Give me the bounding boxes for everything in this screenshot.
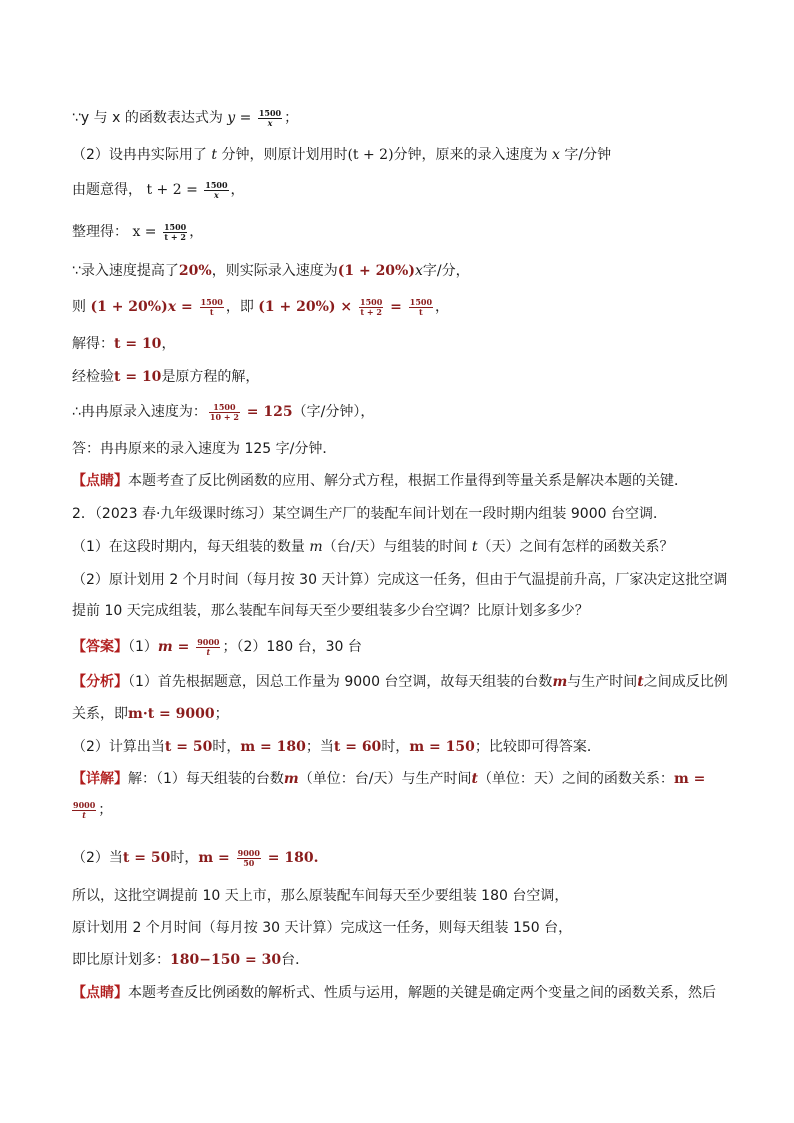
question-part-2: （2）原计划用 2 个月时间（每月按 30 天计算）完成这一任务，但由于气温提前升高，厂家决定这批空调 (72, 572, 728, 588)
analysis-line-1 (72, 672, 728, 692)
numerator: 1500 (200, 296, 223, 307)
text: （天）之间有怎样的函数关系？ (477, 539, 674, 555)
text: ， (230, 182, 245, 198)
math-var: t (637, 674, 644, 690)
text: 时， (212, 739, 241, 755)
fraction (200, 298, 224, 317)
math-op: = (176, 299, 198, 315)
question-title: 2．（2023 春·九年级课时练习）某空调生产厂的装配车间计划在一段时期内组装 9000 台空调． (72, 506, 667, 522)
text: ；比较即可得答案． (474, 739, 601, 755)
math-expr: 180−150 = 30 (170, 952, 282, 968)
text: 整理得： (72, 224, 133, 240)
text: ∴冉冉原录入速度为： (72, 404, 207, 420)
text: 时， (381, 739, 410, 755)
text: （1）首先根据题意，因总工作量为 9000 台空调，故每天组装的台数 (128, 674, 553, 690)
solution-line-1 (72, 108, 298, 128)
math-expr: (t + 2) (347, 147, 394, 163)
fraction (196, 638, 220, 657)
solution-line-4 (72, 222, 203, 242)
text: （2）当 (72, 850, 123, 866)
detail-tag: 【详解】 (72, 771, 128, 787)
math-op: = (385, 299, 407, 315)
math-var: m (283, 771, 299, 787)
numerator: 1500 (163, 221, 187, 232)
detail-line-3: 所以，这批空调提前 10 天上市，那么原装配车间每天至少要组装 180 台空调， (72, 888, 569, 904)
fraction (209, 403, 240, 422)
text: 本题考查反比例函数的解析式、性质与运用，解题的关键是确定两个变量之间的函数关系，然后 (128, 985, 716, 1001)
numerator: 1500 (409, 296, 433, 307)
math-expr: (1 + 20%) (90, 299, 168, 315)
text: 分钟，原来的录入速度为 (393, 147, 552, 163)
math-expr: t = 50 (122, 850, 171, 866)
fraction (204, 181, 228, 200)
fraction (163, 223, 187, 242)
math-expr: t = 10 (114, 336, 162, 352)
denominator: 10 + 2 (209, 411, 239, 422)
text: ； (284, 110, 299, 126)
math-var: m (309, 539, 323, 555)
text: （单位：台/天）与生产时间 (298, 771, 472, 787)
analysis-line-2 (72, 704, 229, 724)
text: 则 (72, 299, 91, 315)
math-expr: m = 180 (240, 739, 306, 755)
text: ； (98, 802, 113, 818)
text: 是原方程的解， (161, 369, 260, 385)
math-var: x (552, 147, 560, 163)
math-expr: = 125 (241, 404, 293, 420)
detail-line-2 (72, 848, 319, 868)
math-expr: m·t = 9000 (128, 706, 215, 722)
solution-line-8 (72, 367, 259, 387)
math-expr: t = 10 (114, 369, 162, 385)
text: 与生产时间 (567, 674, 638, 690)
text: （字/分钟）， (292, 404, 375, 420)
text: 即比原计划多： (72, 952, 170, 968)
text: （2）设冉冉实际用了 (72, 147, 212, 163)
text: ；当 (305, 739, 334, 755)
fraction (237, 849, 261, 868)
math-expr: m = (673, 771, 706, 787)
math-expr: 20% (178, 263, 212, 279)
numerator: 1500 (213, 401, 236, 412)
analysis-tag: 【分析】 (72, 674, 128, 690)
math-expr: t + 2 = (146, 182, 203, 198)
answer-line: 答：冉冉原来的录入速度为 125 字/分钟． (72, 441, 337, 457)
text: 本题考查了反比例函数的应用、解分式方程，根据工作量得到等量关系是解决本题的关键． (128, 473, 688, 489)
text: 解：（1）每天组装的台数 (128, 771, 284, 787)
math-expr: m = (198, 850, 235, 866)
numerator: 1500 (205, 179, 228, 190)
text: ， (189, 224, 204, 240)
text: 经检验 (72, 369, 114, 385)
text: 分钟，则原计划用时 (217, 147, 348, 163)
text: ，则实际录入速度为 (211, 263, 338, 279)
solution-line-5 (72, 261, 470, 281)
text: （1）在这段时期内，每天组装的数量 (72, 539, 310, 555)
math-expr: = 180 (262, 850, 314, 866)
detail-line-5 (72, 950, 309, 970)
text: ∵y 与 x 的函数表达式为 (72, 110, 228, 126)
math-var: t (471, 539, 478, 555)
math-expr: (1 + 20%) (337, 263, 415, 279)
text: ，即 (225, 299, 259, 315)
remark-line (72, 471, 688, 491)
numerator: 1500 (258, 107, 282, 118)
fraction (409, 298, 433, 317)
text: （台/天）与组装的时间 (322, 539, 472, 555)
text: 解得： (72, 336, 114, 352)
question-part-1 (72, 537, 673, 557)
detail-line-4: 原计划用 2 个月时间（每月按 30 天计算）完成这一任务，则每天组装 150 台， (72, 920, 573, 936)
math-var: y (227, 110, 236, 126)
numerator: 9000 (73, 799, 96, 810)
denominator: t + 2 (360, 306, 382, 317)
detail-line-1-cont (72, 800, 112, 820)
fraction (72, 801, 96, 820)
numerator: 9000 (237, 847, 260, 858)
math-expr: t = 50 (164, 739, 213, 755)
answer-summary (72, 637, 362, 657)
text: ， (435, 299, 450, 315)
denominator: 50 (237, 858, 261, 868)
solution-line-3 (72, 180, 245, 200)
text: 关系，即 (72, 706, 128, 722)
solution-line-7 (72, 334, 175, 354)
math-expr: t = 60 (333, 739, 382, 755)
solution-line-6 (72, 297, 449, 317)
math-var: m (552, 674, 568, 690)
math-op: = (235, 110, 256, 126)
text: ∵录入速度提高了 (72, 263, 179, 279)
fraction (359, 298, 383, 317)
question-part-2-cont: 提前 10 天完成组装，那么装配车间每天至少要组装多少台空调？比原计划多多少？ (72, 603, 589, 619)
math-var: x (414, 263, 423, 279)
denominator: t (72, 810, 96, 820)
text: 字/分钟 (559, 147, 612, 163)
math-expr: x = (132, 224, 161, 240)
text: ；（2）180 台，30 台 (222, 639, 362, 655)
remark-tag: 【点睛】 (72, 473, 128, 489)
remark-tag: 【点睛】 (72, 985, 128, 1001)
denominator: t (196, 647, 220, 657)
math-expr: (1 + 20%) × (258, 299, 358, 315)
text: 之间成反比例 (643, 674, 728, 690)
text: . (313, 850, 319, 866)
solution-line-9 (72, 402, 374, 422)
math-var: x (167, 299, 177, 315)
answer-tag: 【答案】 (72, 639, 128, 655)
denominator: t (200, 307, 224, 317)
numerator: 1500 (360, 296, 383, 307)
math-expr: m = 150 (409, 739, 475, 755)
text: ； (214, 706, 229, 722)
denominator: x (204, 190, 228, 200)
text: 字/分， (422, 263, 470, 279)
math-var: t (211, 147, 217, 163)
math-expr: m = (157, 639, 195, 655)
text: ， (161, 336, 176, 352)
math-var: t (471, 771, 478, 787)
analysis-line-3 (72, 737, 601, 757)
denominator: t + 2 (164, 231, 186, 242)
denominator: t (409, 307, 433, 317)
text: 由题意得， (72, 182, 147, 198)
text: （2）计算出当 (72, 739, 165, 755)
remark-line-2 (72, 983, 716, 1003)
text: 台． (281, 952, 310, 968)
text: （1） (128, 639, 158, 655)
text: 时， (170, 850, 199, 866)
numerator: 9000 (197, 636, 220, 647)
denominator: x (258, 118, 282, 128)
text: （单位：天）之间的函数关系： (477, 771, 674, 787)
solution-line-2 (72, 145, 611, 165)
fraction (258, 109, 282, 128)
detail-line-1 (72, 769, 705, 789)
